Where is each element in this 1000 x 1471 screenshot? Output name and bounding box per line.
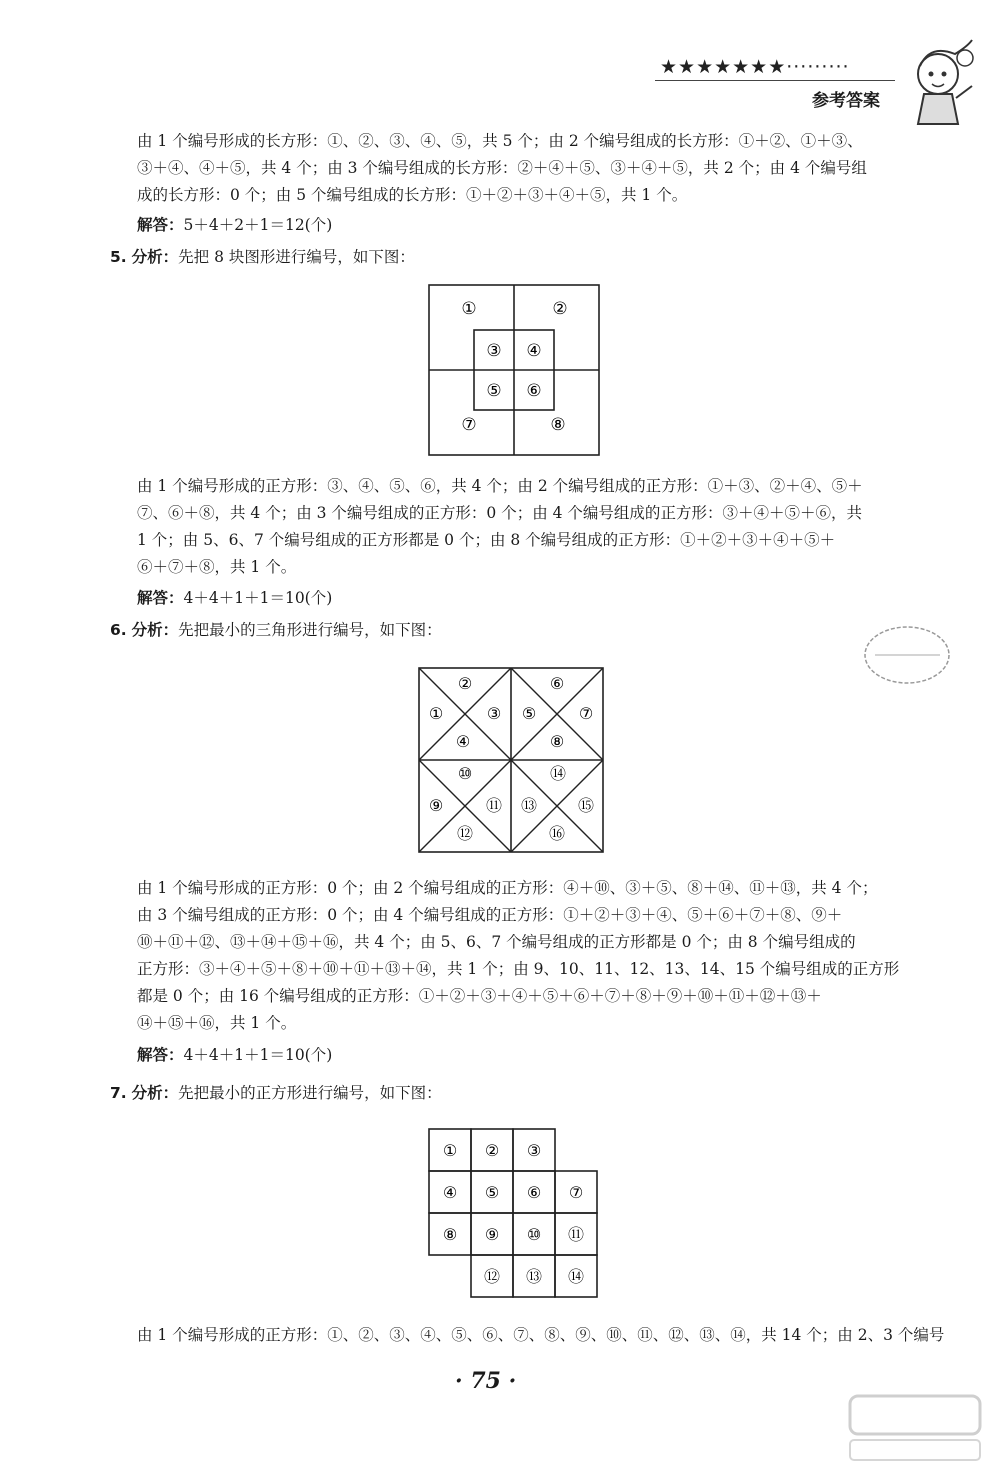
question-text: 先把最小的三角形进行编号，如下图：	[178, 621, 442, 639]
figure-label: ①	[461, 299, 477, 319]
text-line: 由 1 个编号形成的正方形：0 个；由 2 个编号组成的正方形：④＋⑩、③＋⑤、⑧＋⑭、⑪＋⑬，共 4 个；	[137, 879, 878, 897]
text-line: 1 个；由 5、6、7 个编号组成的正方形都是 0 个；由 8 个编号组成的正方形：①＋②＋③＋④＋⑤＋	[137, 531, 836, 549]
text-line: 成的长方形：0 个；由 5 个编号组成的长方形：①＋②＋③＋④＋⑤，共 1 个。	[137, 186, 688, 204]
block4-answer	[137, 212, 332, 239]
figure-label: ⑫	[456, 824, 474, 843]
q7-explanation	[137, 1322, 945, 1349]
figure-label: ⑬	[520, 796, 538, 815]
header-title: 参考答案	[812, 91, 880, 111]
figure-label: ④	[455, 732, 471, 751]
answer-label: 解答：	[137, 1046, 184, 1064]
figure-label: ①	[428, 704, 444, 723]
figure-label: ②	[552, 299, 568, 319]
page-number: · 75 ·	[455, 1368, 517, 1394]
text-line: 都是 0 个；由 16 个编号组成的正方形：①＋②＋③＋④＋⑤＋⑥＋⑦＋⑧＋⑨＋⑩＋⑪＋⑫＋⑬＋	[137, 987, 822, 1005]
figure-label: ⑭	[549, 764, 567, 783]
figure-label: ⑥	[526, 381, 542, 401]
figure-label: ②	[457, 674, 473, 693]
figure-label: ③	[486, 341, 502, 361]
answer-label: 解答：	[137, 589, 184, 607]
question-number: 5.	[110, 248, 127, 266]
q7-heading	[110, 1080, 442, 1107]
question-text: 先把最小的正方形进行编号，如下图：	[178, 1084, 442, 1102]
figure-label: ⑧	[442, 1225, 458, 1244]
figure-label: ③	[486, 704, 502, 723]
mascot-illustration	[900, 36, 980, 131]
answer-value: 4＋4＋1＋1＝10(个)	[183, 589, 333, 607]
figure-label: ⑦	[568, 1183, 584, 1202]
figure-label: ⑬	[525, 1267, 543, 1286]
answer-value: 4＋4＋1＋1＝10(个)	[183, 1046, 333, 1064]
figure-label: ⑦	[578, 704, 594, 723]
q6-answer	[137, 1042, 332, 1069]
q5-heading	[110, 244, 415, 271]
analysis-label: 分析：	[131, 1084, 179, 1102]
text-line: 由 1 个编号形成的正方形：③、④、⑤、⑥，共 4 个；由 2 个编号组成的正方形：①＋③、②＋④、⑤＋	[137, 477, 863, 495]
question-number: 7.	[110, 1084, 127, 1102]
figure-label: ⑥	[526, 1183, 542, 1202]
header-rule	[655, 80, 895, 81]
watermark-logo	[840, 1388, 990, 1468]
figure-label: ⑥	[549, 674, 565, 693]
figure-label: ②	[484, 1141, 500, 1160]
figure-label: ⑩	[526, 1225, 542, 1244]
answer-value: 5＋4＋2＋1＝12(个)	[183, 216, 333, 234]
answer-label: 解答：	[137, 216, 184, 234]
figure-label: ⑯	[548, 824, 566, 843]
figure-label: ④	[526, 341, 542, 361]
figure-label: ⑨	[428, 796, 444, 815]
figure-label: ⑤	[521, 704, 537, 723]
figure-label: ⑮	[577, 796, 595, 815]
text-line: ⑥＋⑦＋⑧，共 1 个。	[137, 558, 297, 576]
q6-figure	[418, 667, 604, 853]
q5-answer	[137, 585, 332, 612]
text-line: ⑩＋⑪＋⑫、⑬＋⑭＋⑮＋⑯，共 4 个；由 5、6、7 个编号组成的正方形都是 0 个；由 8 个编号组成的	[137, 933, 856, 951]
header-stars: ★★★★★★★·········	[660, 56, 850, 78]
text-line: ③＋④、④＋⑤，共 4 个；由 3 个编号组成的长方形：②＋④＋⑤、③＋④＋⑤，共 2 个；由 4 个编号组	[137, 159, 867, 177]
figure-label: ⑦	[461, 415, 477, 435]
figure-label: ⑪	[485, 796, 503, 815]
stamp-mark	[860, 620, 955, 690]
figure-label: ⑤	[484, 1183, 500, 1202]
text-line: 正方形：③＋④＋⑤＋⑧＋⑩＋⑪＋⑬＋⑭，共 1 个；由 9、10、11、12、13、14、15 个编号组成的正方形	[137, 960, 900, 978]
q5-figure	[428, 284, 600, 456]
analysis-label: 分析：	[131, 621, 179, 639]
figure-label: ①	[442, 1141, 458, 1160]
text-line: ⑦、⑥＋⑧，共 4 个；由 3 个编号组成的正方形：0 个；由 4 个编号组成的正方形：③＋④＋⑤＋⑥，共	[137, 504, 862, 522]
figure-label: ⑧	[550, 415, 566, 435]
figure-label: ⑩	[457, 764, 473, 783]
figure-label: ⑧	[549, 732, 565, 751]
figure-label: ⑪	[567, 1225, 585, 1244]
figure-label: ⑫	[483, 1267, 501, 1286]
text-line: 由 1 个编号形成的长方形：①、②、③、④、⑤，共 5 个；由 2 个编号组成的长方形：①＋②、①＋③、	[137, 132, 863, 150]
question-text: 先把 8 块图形进行编号，如下图：	[178, 248, 415, 266]
figure-label: ③	[526, 1141, 542, 1160]
block4-text	[137, 128, 897, 209]
figure-label: ⑨	[484, 1225, 500, 1244]
question-number: 6.	[110, 621, 127, 639]
text-line: 由 1 个编号形成的正方形：①、②、③、④、⑤、⑥、⑦、⑧、⑨、⑩、⑪、⑫、⑬、⑭，共 14 个；由 2、3 个编号	[137, 1326, 945, 1344]
figure-label: ⑭	[567, 1267, 585, 1286]
q6-heading	[110, 617, 442, 644]
analysis-label: 分析：	[131, 248, 179, 266]
text-line: ⑭＋⑮＋⑯，共 1 个。	[137, 1014, 297, 1032]
q6-explanation	[137, 875, 900, 1037]
figure-label: ⑤	[486, 381, 502, 401]
q5-explanation	[137, 473, 897, 581]
q7-figure	[428, 1128, 600, 1300]
text-line: 由 3 个编号组成的正方形：0 个；由 4 个编号组成的正方形：①＋②＋③＋④、⑤＋⑥＋⑦＋⑧、⑨＋	[137, 906, 843, 924]
figure-label: ④	[442, 1183, 458, 1202]
